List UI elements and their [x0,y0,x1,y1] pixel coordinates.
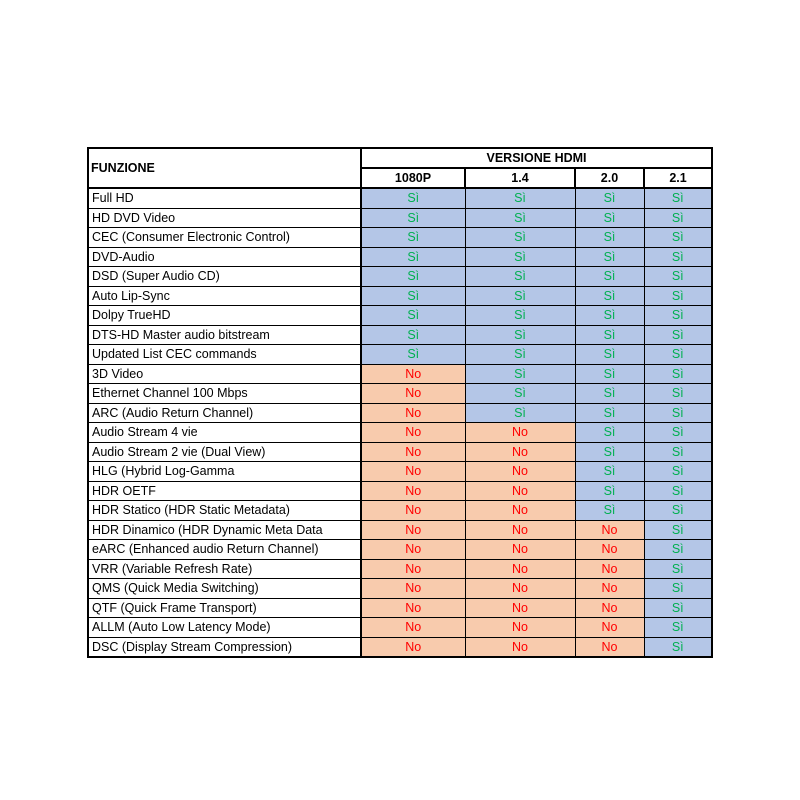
value-cell-2-0: Sì [575,462,644,482]
value-cell-1-4: Sì [465,345,575,365]
feature-cell: HDR Dinamico (HDR Dynamic Meta Data [88,520,361,540]
feature-cell: DSD (Super Audio CD) [88,267,361,287]
feature-cell: DTS-HD Master audio bitstream [88,325,361,345]
table-row [88,188,712,208]
value-cell-2-0: Sì [575,325,644,345]
value-cell-1-4: No [465,501,575,521]
value-cell-2-1: Sì [644,501,712,521]
feature-cell: HD DVD Video [88,208,361,228]
value-cell-1-4: Sì [465,364,575,384]
value-cell-2-1: Sì [644,208,712,228]
feature-cell: QTF (Quick Frame Transport) [88,598,361,618]
value-cell-1-4: No [465,618,575,638]
value-cell-2-0: Sì [575,442,644,462]
value-cell-1080p: Sì [361,345,465,365]
value-cell-2-0: Sì [575,267,644,287]
value-cell-2-1: Sì [644,384,712,404]
value-cell-1080p: Sì [361,188,465,208]
value-cell-2-0: Sì [575,423,644,443]
value-cell-2-1: Sì [644,228,712,248]
table-row [88,540,712,560]
value-cell-1080p: Sì [361,267,465,287]
feature-cell: VRR (Variable Refresh Rate) [88,559,361,579]
value-cell-2-1: Sì [644,442,712,462]
value-cell-2-1: Sì [644,618,712,638]
value-cell-1080p: No [361,598,465,618]
value-cell-2-0: Sì [575,481,644,501]
value-cell-1-4: No [465,598,575,618]
value-cell-2-0: Sì [575,188,644,208]
value-cell-2-1: Sì [644,462,712,482]
table-row [88,559,712,579]
value-cell-1080p: No [361,637,465,657]
value-cell-1-4: No [465,637,575,657]
table-row [88,403,712,423]
feature-cell: Full HD [88,188,361,208]
value-cell-1080p: No [361,559,465,579]
feature-cell: Auto Lip-Sync [88,286,361,306]
value-cell-2-1: Sì [644,247,712,267]
table-row [88,306,712,326]
value-cell-1080p: Sì [361,208,465,228]
feature-cell: Updated List CEC commands [88,345,361,365]
feature-cell: HLG (Hybrid Log-Gamma [88,462,361,482]
header-version-group: VERSIONE HDMI [361,148,712,168]
value-cell-2-0: Sì [575,208,644,228]
header-version-1-4: 1.4 [465,168,575,188]
value-cell-2-1: Sì [644,540,712,560]
table-row [88,228,712,248]
table-row [88,364,712,384]
value-cell-2-1: Sì [644,306,712,326]
value-cell-1080p: Sì [361,228,465,248]
value-cell-1-4: Sì [465,228,575,248]
hdmi-comparison-table-wrapper [87,147,713,658]
table-row [88,520,712,540]
header-feature: FUNZIONE [88,148,361,188]
feature-cell: Audio Stream 4 vie [88,423,361,443]
value-cell-2-1: Sì [644,579,712,599]
value-cell-1-4: Sì [465,208,575,228]
value-cell-1080p: No [361,540,465,560]
value-cell-2-1: Sì [644,637,712,657]
value-cell-1080p: No [361,462,465,482]
value-cell-1080p: No [361,423,465,443]
table-row [88,442,712,462]
value-cell-1080p: No [361,481,465,501]
value-cell-2-1: Sì [644,423,712,443]
table-row [88,481,712,501]
value-cell-2-1: Sì [644,267,712,287]
value-cell-1080p: No [361,618,465,638]
value-cell-2-1: Sì [644,188,712,208]
feature-cell: Ethernet Channel 100 Mbps [88,384,361,404]
table-row [88,618,712,638]
value-cell-1-4: No [465,462,575,482]
value-cell-2-0: No [575,637,644,657]
value-cell-1080p: Sì [361,247,465,267]
feature-cell: HDR OETF [88,481,361,501]
value-cell-2-0: No [575,598,644,618]
value-cell-1080p: No [361,364,465,384]
table-row [88,637,712,657]
value-cell-1-4: No [465,579,575,599]
header-version-2-1: 2.1 [644,168,712,188]
table-row [88,345,712,365]
value-cell-2-0: Sì [575,384,644,404]
value-cell-2-1: Sì [644,325,712,345]
value-cell-1-4: Sì [465,306,575,326]
value-cell-2-0: No [575,520,644,540]
value-cell-2-1: Sì [644,598,712,618]
value-cell-1-4: Sì [465,267,575,287]
value-cell-2-1: Sì [644,286,712,306]
value-cell-2-0: Sì [575,501,644,521]
value-cell-1080p: No [361,501,465,521]
value-cell-1080p: Sì [361,286,465,306]
value-cell-1080p: No [361,442,465,462]
hdmi-comparison-table [87,147,713,658]
value-cell-1-4: Sì [465,403,575,423]
header-row-1 [88,148,712,168]
header-version-1080p: 1080P [361,168,465,188]
value-cell-2-0: Sì [575,306,644,326]
table-row [88,384,712,404]
value-cell-1080p: No [361,384,465,404]
feature-cell: eARC (Enhanced audio Return Channel) [88,540,361,560]
value-cell-1080p: Sì [361,325,465,345]
value-cell-1080p: No [361,579,465,599]
value-cell-1-4: Sì [465,325,575,345]
value-cell-2-1: Sì [644,345,712,365]
value-cell-1-4: Sì [465,286,575,306]
value-cell-2-0: No [575,579,644,599]
value-cell-1-4: Sì [465,247,575,267]
value-cell-2-1: Sì [644,364,712,384]
value-cell-1080p: No [361,520,465,540]
table-row [88,423,712,443]
feature-cell: Dolpy TrueHD [88,306,361,326]
value-cell-1-4: No [465,481,575,501]
value-cell-2-0: Sì [575,364,644,384]
value-cell-2-0: Sì [575,403,644,423]
header-version-2-0: 2.0 [575,168,644,188]
feature-cell: ALLM (Auto Low Latency Mode) [88,618,361,638]
value-cell-2-0: No [575,540,644,560]
value-cell-1-4: No [465,559,575,579]
feature-cell: HDR Statico (HDR Static Metadata) [88,501,361,521]
value-cell-2-1: Sì [644,403,712,423]
value-cell-2-0: No [575,559,644,579]
feature-cell: CEC (Consumer Electronic Control) [88,228,361,248]
feature-cell: Audio Stream 2 vie (Dual View) [88,442,361,462]
value-cell-1080p: Sì [361,306,465,326]
table-row [88,208,712,228]
table-row [88,286,712,306]
table-row [88,267,712,287]
table-row [88,598,712,618]
value-cell-2-0: Sì [575,228,644,248]
value-cell-2-0: No [575,618,644,638]
table-row [88,325,712,345]
value-cell-1-4: No [465,423,575,443]
value-cell-1-4: No [465,520,575,540]
feature-cell: DVD-Audio [88,247,361,267]
value-cell-1-4: Sì [465,188,575,208]
value-cell-2-0: Sì [575,247,644,267]
feature-cell: 3D Video [88,364,361,384]
table-row [88,579,712,599]
value-cell-1-4: No [465,540,575,560]
table-row [88,247,712,267]
feature-cell: QMS (Quick Media Switching) [88,579,361,599]
value-cell-2-1: Sì [644,520,712,540]
table-row [88,462,712,482]
table-row [88,501,712,521]
feature-cell: DSC (Display Stream Compression) [88,637,361,657]
value-cell-2-1: Sì [644,481,712,501]
value-cell-2-0: Sì [575,286,644,306]
value-cell-2-1: Sì [644,559,712,579]
value-cell-2-0: Sì [575,345,644,365]
value-cell-1-4: No [465,442,575,462]
value-cell-1-4: Sì [465,384,575,404]
feature-cell: ARC (Audio Return Channel) [88,403,361,423]
value-cell-1080p: No [361,403,465,423]
